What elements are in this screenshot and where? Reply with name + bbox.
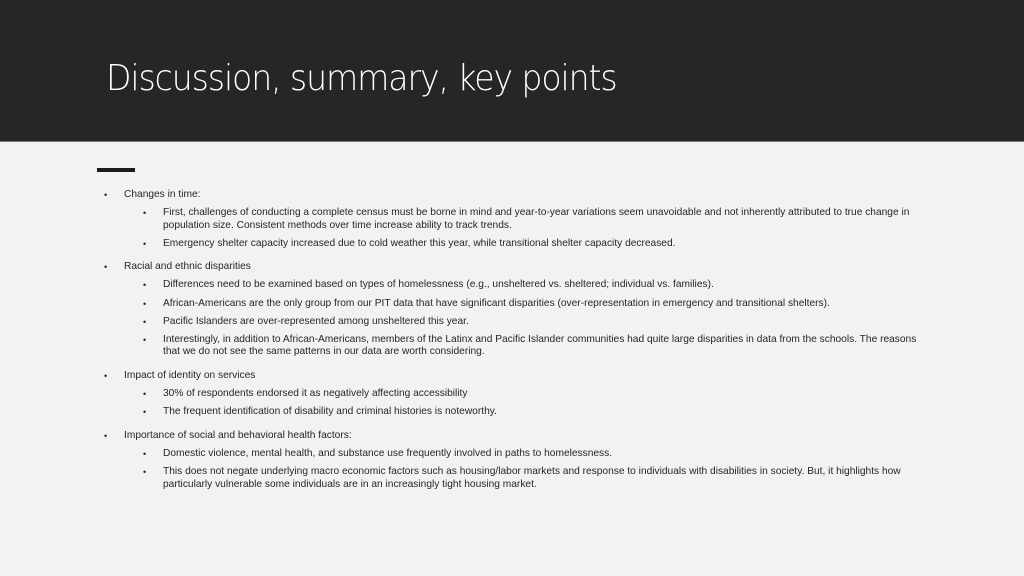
bullet-icon: • — [104, 370, 108, 381]
section-heading: • Racial and ethnic disparities — [104, 261, 251, 273]
section-changes-in-time — [0, 189, 1024, 250]
bullet-icon: • — [143, 298, 147, 309]
bullet-icon: • — [143, 208, 147, 219]
section-identity-impact — [0, 370, 1024, 419]
list-item: • First, challenges of conducting a complete census must be borne in mind and year-to-year variations seem unavoidable and not inherently attributed to true change in population size. Consistent methods over time increase ability to track trends. — [143, 207, 910, 231]
section-heading: • Importance of social and behavioral health factors: — [104, 429, 352, 441]
list-item: • Domestic violence, mental health, and substance use frequently involved in paths to homelessness. — [143, 447, 613, 459]
list-item: • African-Americans are the only group from our PIT data that have significant disparities (over-representation in emergency and transitional shelters). — [143, 297, 830, 309]
list-item: • The frequent identification of disability and criminal histories is noteworthy. — [143, 406, 497, 418]
list-item: • Emergency shelter capacity increased due to cold weather this year, while transitional shelter capacity decreased. — [143, 237, 676, 249]
list-item: • This does not negate underlying macro economic factors such as housing/labor markets and response to individuals with disabilities in society. But, it highlights how particularly vulnerable some individuals are in an increasingly tight housing market. — [143, 465, 901, 490]
list-item: • Interestingly, in addition to African-Americans, members of the Latinx and Pacific Islander communities had quite large disparities in data from the schools. The reasons that we do not see the same patterns in our data are worth considering. — [143, 333, 917, 358]
bullet-icon: • — [143, 316, 147, 327]
slide-header — [0, 0, 1024, 142]
section-racial-disparities — [0, 261, 1024, 359]
bullet-icon: • — [143, 280, 147, 291]
slide-title: Discussion, summary, key points — [106, 58, 617, 99]
slide-body — [0, 189, 1024, 502]
list-item: • Differences need to be examined based on types of homelessness (e.g., unsheltered vs. sheltered; individual vs. families). — [143, 279, 714, 291]
bullet-icon: • — [143, 466, 147, 477]
section-health-factors — [0, 430, 1024, 491]
bullet-icon: • — [104, 430, 108, 441]
accent-bar — [97, 168, 135, 172]
section-heading: • Changes in time: — [104, 189, 201, 200]
bullet-icon: • — [143, 334, 147, 345]
bullet-icon: • — [143, 238, 147, 249]
bullet-icon: • — [104, 190, 108, 200]
bullet-icon: • — [104, 262, 108, 273]
bullet-icon: • — [143, 448, 147, 459]
bullet-icon: • — [143, 407, 147, 418]
bullet-icon: • — [143, 389, 147, 400]
list-item: • Pacific Islanders are over-represented among unsheltered this year. — [143, 315, 469, 327]
section-heading: • Impact of identity on services — [104, 369, 256, 381]
list-item: • 30% of respondents endorsed it as negatively affecting accessibility — [143, 388, 468, 400]
